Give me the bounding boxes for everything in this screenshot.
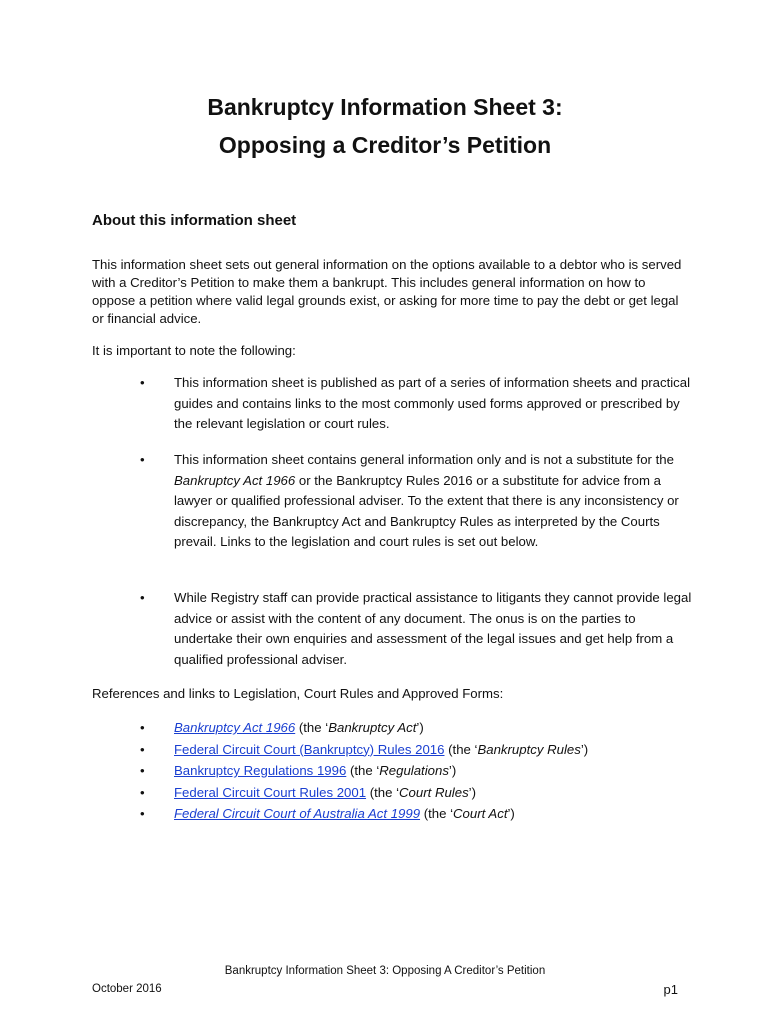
reference-item: • Bankruptcy Act 1966 (the ‘Bankruptcy Act’) <box>92 717 692 739</box>
bullet-text-after: or the Bankruptcy Rules 2016 or a substitute for advice from a lawyer or qualified professional adviser. To the extent that there is any inconsistency or discrepancy, the Bankruptcy Act and Bankruptcy Rules as interpreted by the Courts prevail. Links to the legislation and court rules is set out below. <box>174 472 679 549</box>
bullet-icon: • <box>140 452 145 467</box>
link-bankruptcy-regulations[interactable]: Bankruptcy Regulations 1996 <box>174 763 347 778</box>
list-item <box>92 450 692 553</box>
title-line-2: Opposing a Creditor’s Petition <box>218 132 552 158</box>
reference-item: • Federal Circuit Court of Australia Act 1999 (the ‘Court Act’) <box>92 803 692 825</box>
intro-paragraph: This information sheet sets out general information on the options available to a debtor who is served with a Creditor’s Petition to make them a bankrupt. This includes general information on how to oppose a petition where valid legal grounds exist, or asking for more time to pay the debt or get legal or financial advice. <box>92 257 682 326</box>
bullet-text-before: This information sheet contains general information only and is not a substitute for the <box>174 452 674 467</box>
section-heading: About this information sheet <box>92 212 297 229</box>
link-court-rules[interactable]: Federal Circuit Court Rules 2001 <box>174 784 367 800</box>
title-line-1: Bankruptcy Information Sheet 3: <box>207 94 563 120</box>
footer-date: October 2016 <box>92 983 162 995</box>
references-intro: References and links to Legislation, Court Rules and Approved Forms: <box>92 686 504 701</box>
link-bankruptcy-rules[interactable]: Federal Circuit Court (Bankruptcy) Rules 2016 <box>174 741 445 757</box>
list-item <box>92 588 692 670</box>
bullet-icon: • <box>140 741 145 757</box>
reference-item: • Federal Circuit Court Rules 2001 (the ‘Court Rules’) <box>92 782 692 804</box>
bullet-icon: • <box>140 590 145 605</box>
bullet-icon: • <box>140 375 145 390</box>
bullet-icon: • <box>140 763 145 778</box>
bullet-list-1 <box>92 373 692 435</box>
bullet-icon: • <box>140 806 145 821</box>
bullet-list-2 <box>92 450 692 553</box>
document-title <box>0 88 770 164</box>
references-list <box>92 717 692 825</box>
reference-item: • Federal Circuit Court (Bankruptcy) Rules 2016 (the ‘Bankruptcy Rules’) <box>92 739 692 761</box>
bullet-list-3 <box>92 588 692 670</box>
list-item <box>92 373 692 435</box>
reference-item: • Bankruptcy Regulations 1996 (the ‘Regulations’) <box>92 760 692 782</box>
page-number: p1 <box>663 982 678 997</box>
bullet-text: This information sheet is published as part of a series of information sheets and practical guides and contains links to the most commonly used forms approved or prescribed by the relevant legislation or court rules. <box>174 375 691 431</box>
bullet-text-italic: Bankruptcy Act 1966 <box>174 472 296 488</box>
bullet-text: While Registry staff can provide practical assistance to litigants they cannot provide legal advice or assist with the content of any document. The onus is on the parties to undertake their own enquiries and assessment of the legal issues and get help from a qualified professional adviser. <box>174 590 692 667</box>
footer-running-title: Bankruptcy Information Sheet 3: Opposing A Creditor’s Petition <box>224 965 546 977</box>
bullet-icon: • <box>140 720 145 735</box>
note-intro: It is important to note the following: <box>92 343 296 358</box>
link-court-act[interactable]: Federal Circuit Court of Australia Act 1999 <box>174 806 421 821</box>
link-bankruptcy-act[interactable]: Bankruptcy Act 1966 <box>174 720 296 735</box>
bullet-icon: • <box>140 784 145 800</box>
